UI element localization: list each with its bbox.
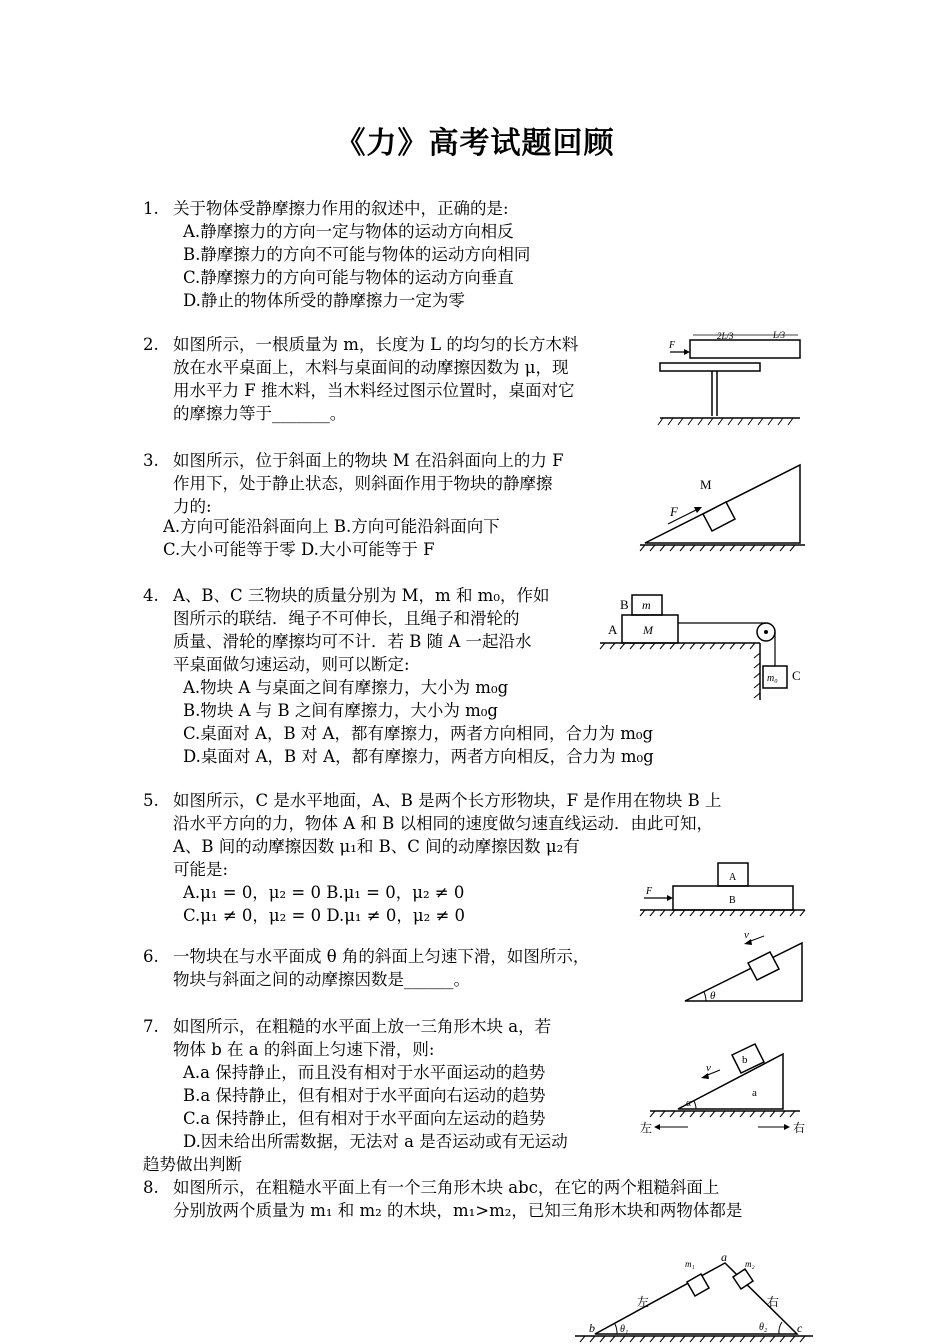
q8-line-2: 分别放两个质量为 m₁ 和 m₂ 的木块，m₁>m₂，已知三角形木块和两物体都是 [173, 1201, 743, 1220]
q8-left-label: 左 [637, 1295, 650, 1309]
q7-velocity-label: v [706, 1062, 711, 1074]
q4-b-label: B [620, 597, 629, 612]
q7-left-label: 左 [640, 1121, 653, 1135]
q3-line-1: 如图所示，位于斜面上的物块 M 在沿斜面向上的力 F [173, 451, 564, 470]
q4-line-1: A、B、C 三物块的质量分别为 M，m 和 m₀，作如 [173, 586, 550, 605]
q5-force-label: F [646, 886, 653, 897]
q8-number: 8. [143, 1178, 159, 1197]
q7-number: 7. [143, 1017, 159, 1036]
q4-m0-label: m₀ [767, 673, 778, 684]
q5-a-label: A [729, 872, 737, 883]
q7-option-d: D.因未给出所需数据，无法对 a 是否运动或有无运动 [183, 1132, 568, 1151]
q2-figure [655, 330, 805, 430]
q7-a-label: a [752, 1087, 757, 1099]
q3-figure [640, 460, 805, 550]
q5-line-4: 可能是: [173, 860, 229, 879]
q6-line-1: 一物块在与水平面成 θ 角的斜面上匀速下滑，如图所示， [173, 947, 590, 966]
q7-alpha-label: α [686, 1098, 692, 1109]
q8-right-label: 右 [767, 1295, 780, 1309]
q4-option-c: C.桌面对 A，B 对 A，都有摩擦力，两者方向相同，合力为 m₀g [183, 724, 654, 743]
q5-line-1: 如图所示，C 是水平地面，A、B 是两个长方形物块，F 是作用在物块 B 上 [173, 791, 722, 810]
q3-block-label: M [700, 477, 712, 492]
q8-b-label: b [589, 1321, 595, 1335]
q6-theta-label: θ [710, 990, 716, 1002]
q5-line-2: 沿水平方向的力，物体 A 和 B 以相同的速度做匀速直线运动．由此可知， [173, 814, 714, 833]
q4-option-a: A.物块 A 与桌面之间有摩擦力，大小为 m₀g [183, 678, 509, 697]
q2-line-1: 如图所示，一根质量为 m，长度为 L 的均匀的长方木料 [173, 335, 579, 354]
q3-force-label: F [670, 504, 678, 519]
q8-c-label: c [797, 1321, 803, 1335]
q8-line-1: 如图所示，在粗糙水平面上有一个三角形木块 abc，在它的两个粗糙斜面上 [173, 1178, 720, 1197]
q6-number: 6. [143, 947, 159, 966]
q8-m2-label: m₂ [745, 1259, 755, 1269]
q7-option-c: C.a 保持静止，但有相对于水平面向左运动的趋势 [183, 1109, 546, 1128]
q8-theta1-label: θ₁ [620, 1324, 629, 1335]
q3-line-3: 力的: [173, 497, 212, 516]
q5-figure [640, 858, 810, 923]
q7-figure [640, 1040, 810, 1138]
q1-number: 1. [143, 199, 159, 218]
q5-options-ab: A.μ₁ = 0，μ₂ = 0 B.μ₁ = 0，μ₂ ≠ 0 [183, 883, 465, 902]
q7-line-2: 物体 b 在 a 的斜面上匀速下滑，则: [173, 1040, 435, 1059]
q2-line-3: 用水平力 F 推木料，当木料经过图示位置时，桌面对它 [173, 381, 575, 400]
q3-line-2: 作用下，处于静止状态，则斜面作用于物块的静摩擦 [173, 474, 553, 493]
q6-line-2: 物块与斜面之间的动摩擦因数是______。 [173, 970, 470, 989]
q7-option-a: A.a 保持静止，而且没有相对于水平面运动的趋势 [183, 1063, 546, 1082]
q8-figure [575, 1252, 815, 1344]
q1-option-d: D.静止的物体所受的静摩擦力一定为零 [183, 291, 465, 310]
q4-option-b: B.物块 A 与 B 之间有摩擦力，大小为 m₀g [183, 701, 498, 720]
q6-figure [682, 928, 807, 1006]
q4-number: 4. [143, 586, 159, 605]
q7-b-label: b [742, 1054, 748, 1066]
q5-number: 5. [143, 791, 159, 810]
q1-option-b: B.静摩擦力的方向不可能与物体的运动方向相同 [183, 245, 531, 264]
q3-options-ab: A.方向可能沿斜面向上 B.方向可能沿斜面向下 [163, 517, 500, 536]
q2-line-4: 的摩擦力等于_______。 [173, 404, 347, 423]
q5-line-3: A、B 间的动摩擦因数 μ₁和 B、C 间的动摩擦因数 μ₂有 [173, 837, 580, 856]
q5-options-cd: C.μ₁ ≠ 0，μ₂ = 0 D.μ₁ ≠ 0，μ₂ ≠ 0 [183, 906, 466, 925]
q5-b-label: B [729, 895, 736, 906]
q4-line-2: 图所示的联结．绳子不可伸长，且绳子和滑轮的 [173, 609, 520, 628]
q1-option-a: A.静摩擦力的方向一定与物体的运动方向相反 [183, 222, 514, 241]
q4-option-d: D.桌面对 A，B 对 A，都有摩擦力，两者方向相反，合力为 m₀g [183, 747, 654, 766]
q8-m1-label: m₁ [685, 1259, 695, 1269]
q3-options-cd: C.大小可能等于零 D.大小可能等于 F [163, 540, 435, 559]
q1-stem: 关于物体受静摩擦力作用的叙述中，正确的是: [173, 199, 509, 218]
q4-line-3: 质量、滑轮的摩擦均可不计．若 B 随 A 一起沿水 [173, 632, 532, 651]
q4-figure [600, 588, 810, 703]
q4-a-label: A [608, 622, 618, 637]
q7-option-b: B.a 保持静止，但有相对于水平面向右运动的趋势 [183, 1086, 546, 1105]
q1-option-c: C.静摩擦力的方向可能与物体的运动方向垂直 [183, 268, 514, 287]
q2-right-length-label: L/3 [773, 330, 786, 340]
q6-velocity-label: v [744, 929, 749, 941]
q8-a-label: a [721, 1250, 727, 1264]
q7-right-label: 右 [793, 1121, 806, 1135]
q4-line-4: 平桌面做匀速运动，则可以断定: [173, 655, 410, 674]
q4-c-label: C [792, 668, 801, 683]
q2-force-label: F [669, 340, 676, 351]
q4-big-m-label: M [643, 623, 653, 637]
q2-left-length-label: 2L/3 [717, 331, 734, 341]
q8-theta2-label: θ₂ [759, 1322, 768, 1333]
q2-number: 2. [143, 335, 159, 354]
q3-number: 3. [143, 451, 159, 470]
q2-line-2: 放在水平桌面上，木料与桌面间的动摩擦因数为 μ，现 [173, 358, 569, 377]
q7-option-d-continued: 趋势做出判断 [143, 1155, 242, 1174]
q7-line-1: 如图所示，在粗糙的水平面上放一三角形木块 a，若 [173, 1017, 552, 1036]
q4-small-m-label: m [642, 598, 651, 612]
page-title: 《力》高考试题回顾 [335, 126, 615, 161]
